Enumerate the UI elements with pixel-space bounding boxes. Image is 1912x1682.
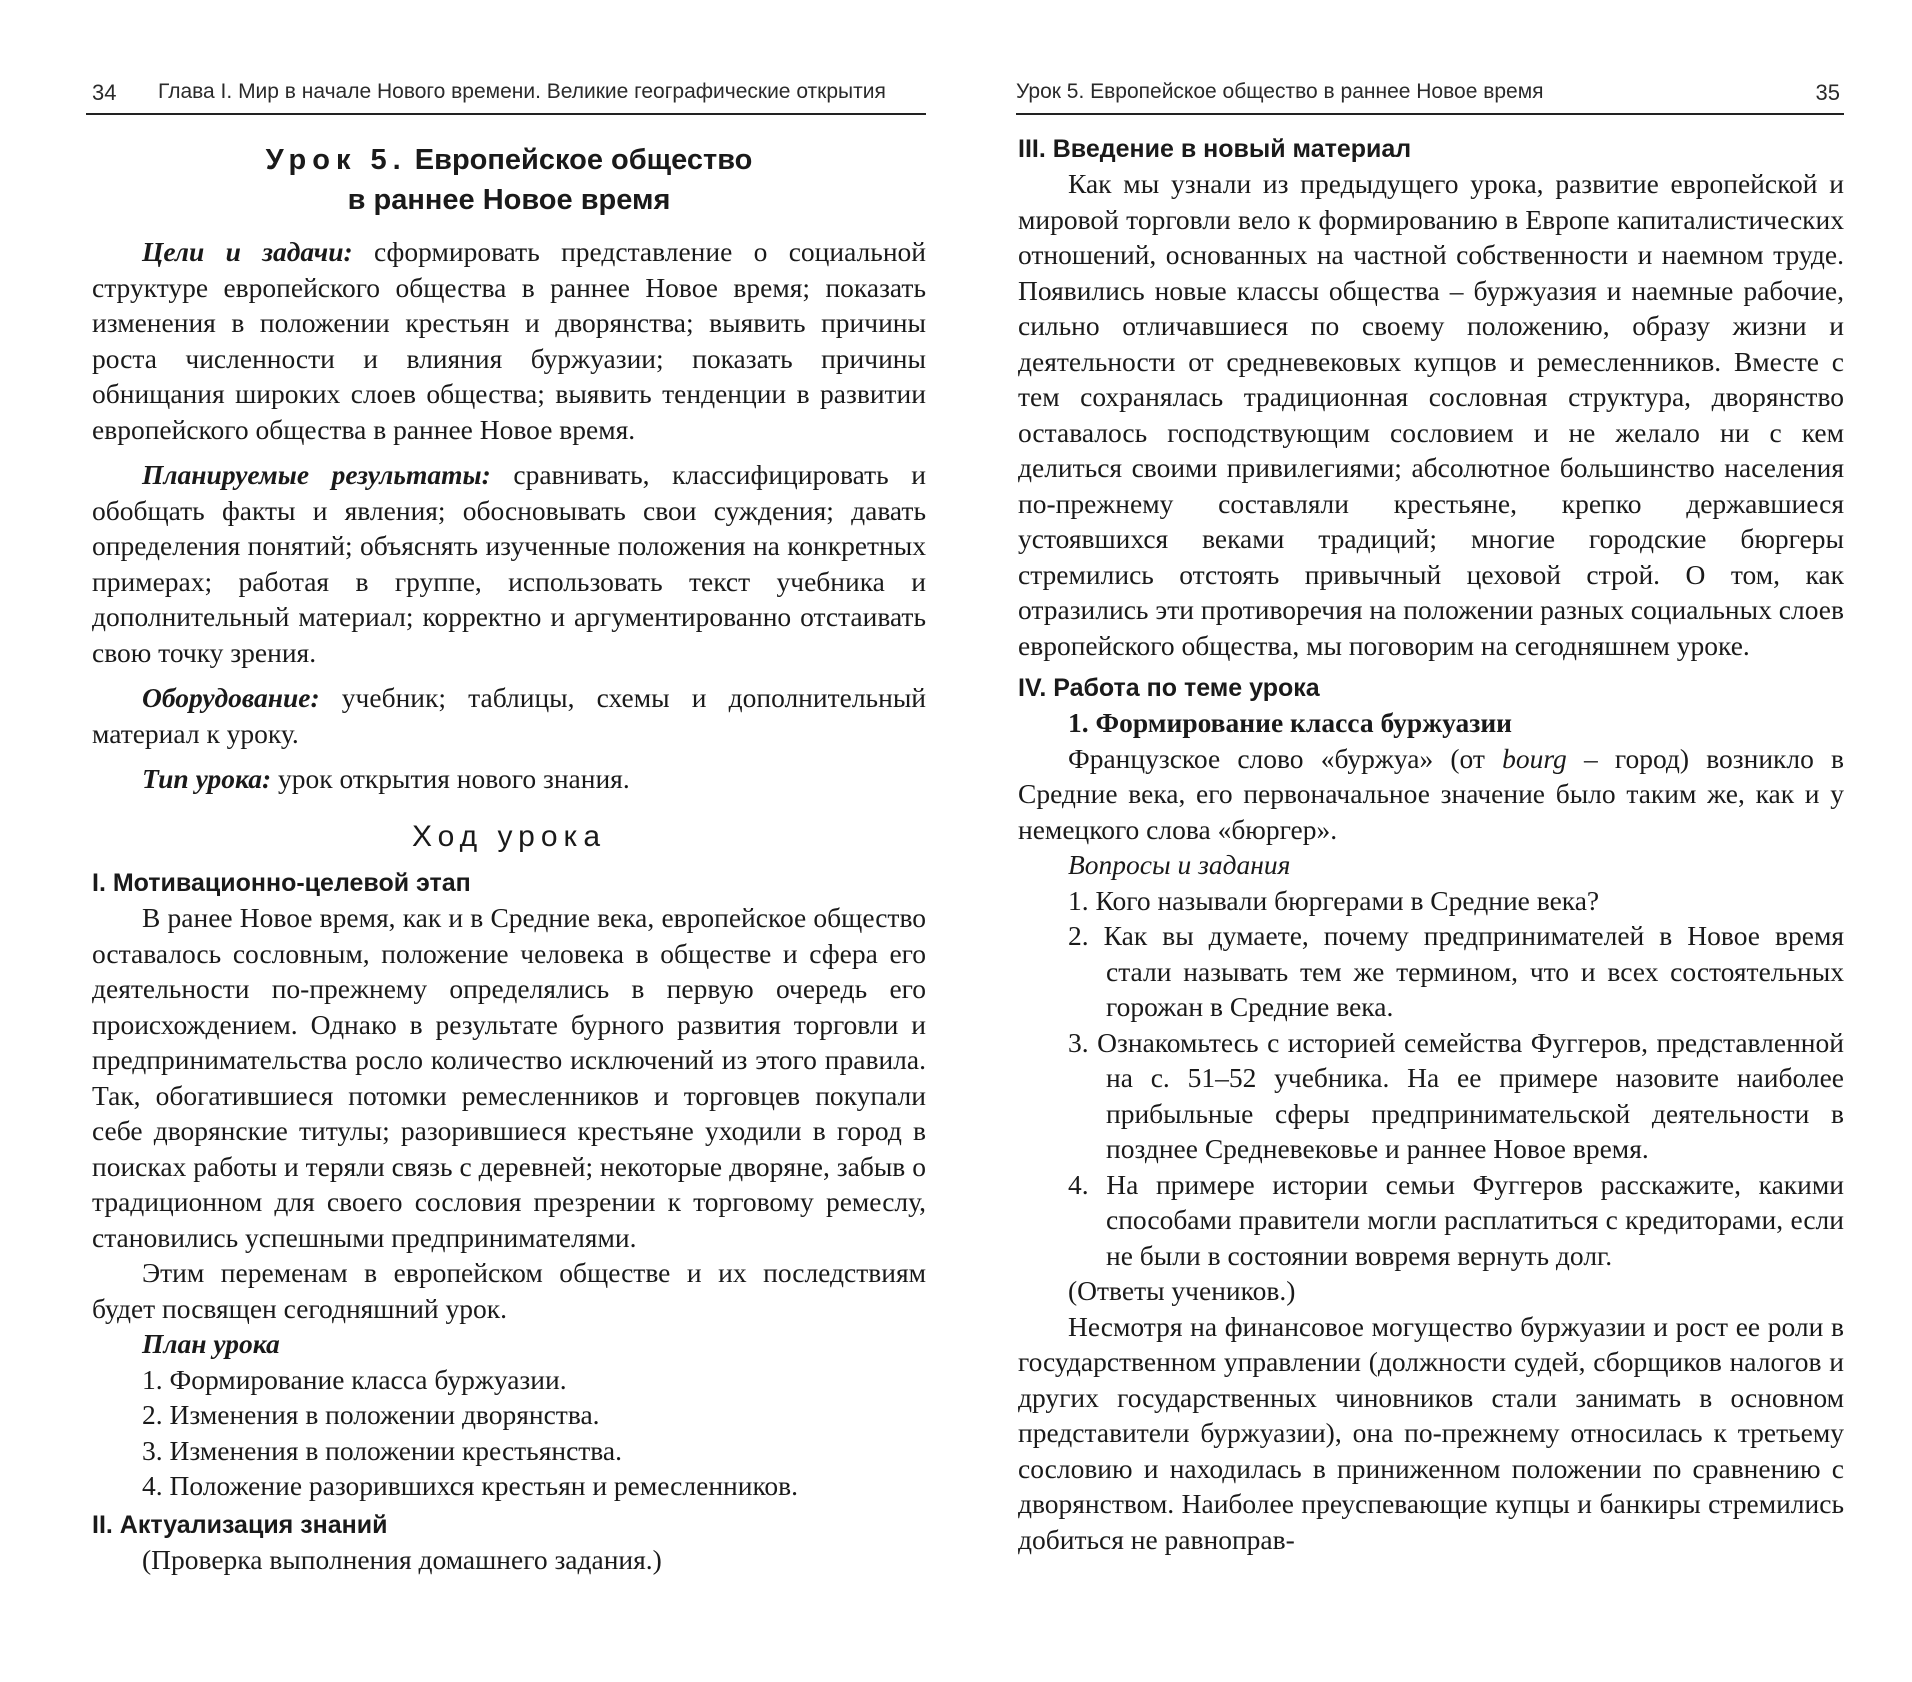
subsection-1-term: bourg [1502,742,1567,774]
question-1: 1. Кого называли бюргерами в Средние века? [1068,884,1600,916]
page-number: 34 [92,80,117,105]
plan-item-1: 1. Формирование класса буржуазии. [142,1363,567,1395]
page-body [86,128,926,1577]
section-3-text: Как мы узнали из предыдущего урока, развитие европейской и мировой торговли вело к формированию в Европе капиталистических отношений, основанных на частной собственности и наемном труде. Появились новые классы общества – буржуазия и наемные рабочие, сильно отличавшиеся по своему положению, образу жизни и деятельности от средневековых купцов и ремесленников. Вместе с тем сохранялась традиционная сословная структура, дворянство оставалось господствующим сословием и не желало ни с кем делиться своими привилегиями; абсолютное большинство населения по-прежнему составляли крестьяне, крепко державшиеся устоявшихся веками традиций; многие городские бюргеры стремились отстоять привычный цеховой строй. О том, как отразились эти противоречия на положении разных социальных слоев европейского общества, мы поговорим на сегодняшнем уроке. [1018,168,1844,661]
subsection-1-text-before: Французское слово «буржуа» (от [1068,742,1485,774]
section-4-heading: IV. Работа по теме урока [1018,674,1320,702]
course-heading: Ход урока [411,819,607,853]
equipment-paragraph [92,680,926,751]
plan-item-4: 4. Положение разорившихся крестьян и ремесленников. [142,1470,799,1501]
equipment-label: Оборудование: [142,682,320,713]
section-2-heading: II. Актуализация знаний [92,1510,388,1539]
page-number: 35 [1815,80,1840,105]
plan-item-3: 3. Изменения в положении крестьянства. [142,1434,623,1466]
plan-label: План урока [142,1328,280,1359]
header-rule [1016,113,1844,115]
answers-note: (Ответы учеников.) [1068,1275,1296,1306]
question-3: 3. Ознакомьтесь с историей семейства Фуггеров, представленной на с. 51–52 учебника. На ее примере назовите наиболее прибыльные сферы предпринимательской деятельности в позднее Средневековье и раннее Новое время. [1068,1026,1844,1164]
plan-item-2: 2. Изменения в положении дворянства. [142,1399,600,1430]
section-1-heading: I. Мотивационно-целевой этап [92,869,471,897]
section-1-paragraph-1: В ранее Новое время, как и в Средние века, европейское общество оставалось сословным, положение человека в обществе и сфера его деятельности по-прежнему определялись в первую очередь его происхождением. Однако в результате бурного развития торговли и предпринимательства росло количество исключений из этого правила. Так, обогатившиеся потомки ремесленников и торговцев покупали себе дворянские титулы; разорившиеся крестьяне уходили в город в поисках работы и теряли связь с деревней; некоторые дворяне, забыв о традиционном для своего сословия презрении к торговому ремеслу, становились успешными предпринимателями. [92,902,926,1253]
header-rule [86,113,926,115]
question-4: 4. На примере истории семьи Фуггеров расскажите, какими способами правители могли расплатиться с кредиторами, если не были в состоянии вовремя вернуть долг. [1068,1168,1844,1271]
right-page [1016,0,1844,1682]
results-label: Планируемые результаты: [142,459,491,490]
results-text: сравнивать, классифицировать и обобщать факты и явления; обосновывать свои суждения; давать определения понятий; объяснять изученные положения на конкретных примерах; работая в группе, использовать текст учебника и дополнительный материал; корректно и аргументированно отстаивать свою точку зрения. [92,459,927,668]
lesson-type-paragraph [92,761,926,797]
goals-paragraph [92,234,926,447]
left-page [86,0,926,1682]
section-1-paragraph-2: Этим переменам в европейском обществе и их последствиям будет посвящен сегодняшний урок. [92,1257,926,1324]
goals-text: сформировать представление о социальной структуре европейского общества в раннее Новое время; показать изменения в положении крестьян и дворянства; выявить причины роста численности и влияния буржуазии; показать причины обнищания широких слоев общества; выявить тенденции в развитии европейского общества в раннее Новое время. [92,236,927,445]
subsection-1-heading: 1. Формирование класса буржуазии [1068,707,1513,738]
subsection-1-text-after: – город) возникло в Средние века, его первоначальное значение было таким же, как и у немецкого слова «бюргер». [1018,742,1844,845]
lesson-type-label: Тип урока: [142,763,272,794]
equipment-text: учебник; таблицы, схемы и дополнительный материал к уроку. [92,682,927,749]
results-paragraph [92,457,926,670]
running-head-title: Урок 5. Европейское общество в раннее Новое время [1016,80,1544,103]
section-2-text: (Проверка выполнения домашнего задания.) [142,1543,662,1575]
final-paragraph: Несмотря на финансовое могущество буржуазии и рост ее роли в государственном управлении (должности судей, сборщиков налогов и других государственных чиновников стали занимать в основном представители буржуазии), она по-прежнему относилась к третьему сословию и находилась в приниженном положении по сравнению с дворянством. Наиболее преуспевающие купцы и банкиры стремились добиться не равноправ- [1018,1310,1844,1555]
page-body [1016,128,1844,1557]
goals-label: Цели и задачи: [142,236,353,267]
lesson-type-text: урок открытия нового знания. [277,763,630,794]
running-header [86,80,926,114]
running-header [1016,80,1844,114]
subsection-1-text [1018,741,1844,848]
lesson-title-rest: Европейское общество [414,144,753,176]
section-3-heading: III. Введение в новый материал [1018,135,1412,163]
lesson-title-line2: в раннее Новое время [347,184,671,216]
running-head-title: Глава I. Мир в начале Нового времени. Великие географические открытия [158,80,886,103]
questions-label: Вопросы и задания [1068,849,1291,880]
lesson-title [92,140,926,220]
lesson-title-prefix: Урок 5. [265,144,407,176]
question-2: 2. Как вы думаете, почему предпринимателей в Новое время стали называть тем же термином, что и всех состоятельных горожан в Средние века. [1068,920,1844,1022]
